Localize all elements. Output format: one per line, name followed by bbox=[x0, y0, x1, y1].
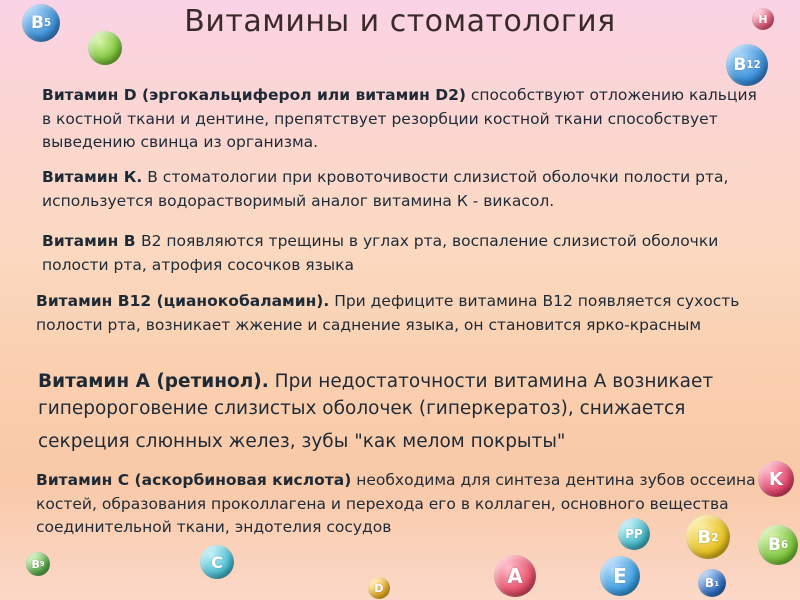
vitamin-k-heading: Витамин К. bbox=[42, 168, 143, 186]
vitamin-b6-ball-icon bbox=[758, 525, 798, 565]
vitamin-c-heading: Витамин С (аскорбиновая кислота) bbox=[36, 471, 352, 489]
vitamin-b12-sub: 12 bbox=[746, 59, 761, 71]
vitamin-e-letter: E bbox=[613, 564, 627, 588]
vitamin-b5-sub: 5 bbox=[43, 17, 52, 29]
vitamin-b2-ball-icon bbox=[686, 515, 730, 559]
vitamin-c-text: необходима для синтеза дентина зубов оссеина костей, образования проколлагена и перехода его в коллаген, основного вещества соединительной ткани, эндотелия сосудов bbox=[36, 471, 756, 536]
vitamin-d-text: способствуют отложению кальция в костной ткани и дентине, препятствует резорбции костной ткани способствует выведению свинца из организма. bbox=[42, 86, 757, 151]
vitamin-b2-letter: B bbox=[697, 526, 712, 548]
vitamin-b12-text: При дефиците витамина В12 появляется сухость полости рта, возникает жжение и саднение языка, он становится ярко-красным bbox=[36, 292, 740, 334]
vitamin-a-text-line2: секреция слюнных желез, зубы "как мелом покрыты" bbox=[38, 431, 566, 452]
vitamin-b12-letter: B bbox=[733, 55, 747, 75]
vitamin-e-ball-icon bbox=[600, 556, 640, 596]
vitamin-b2-sub: 2 bbox=[711, 530, 719, 544]
vitamin-d-ball-icon bbox=[368, 577, 390, 599]
vitamin-c-letter: C bbox=[211, 552, 223, 572]
vitamin-h-letter: H bbox=[758, 12, 768, 26]
vitamin-h-ball-icon bbox=[752, 8, 774, 30]
vitamin-pp-ball-icon bbox=[618, 518, 650, 550]
vitamin-b1-letter: B bbox=[704, 576, 715, 590]
vitamin-a-paragraph bbox=[38, 368, 768, 455]
vitamin-pp-letter: PP bbox=[625, 527, 643, 541]
vitamin-b1-ball-icon bbox=[698, 569, 726, 597]
vitamin-b-heading: Витамин В bbox=[42, 232, 141, 250]
vitamin-k-text: В стоматологии при кровоточивости слизистой оболочки полости рта, используется водорастворимый аналог витамина К - викасол. bbox=[42, 168, 729, 210]
vitamin-d-letter: D bbox=[374, 581, 384, 595]
vitamin-d-paragraph bbox=[42, 84, 762, 155]
vitamin-k-letter: K bbox=[769, 468, 783, 490]
vitamin-a-letter: A bbox=[507, 564, 523, 588]
vitamin-d-heading: Витамин D (эргокальциферол или витамин D2) bbox=[42, 86, 466, 104]
vitamin-b9-sub: 9 bbox=[39, 560, 45, 568]
vitamin-b-text: В2 появляются трещины в углах рта, воспаление слизистой оболочки полости рта, атрофия сосочков языка bbox=[42, 232, 719, 274]
vitamin-b1-sub: 1 bbox=[714, 578, 720, 588]
vitamin-k-ball-icon bbox=[758, 461, 794, 497]
vitamin-b12-heading: Витамин В12 (цианокобаламин). bbox=[36, 292, 330, 310]
vitamin-a-ball-icon bbox=[494, 555, 536, 597]
slide-title: Витамины и стоматология bbox=[184, 4, 616, 39]
vitamin-c-paragraph bbox=[36, 469, 766, 540]
vitamin-b5-letter: B bbox=[30, 13, 44, 33]
vitamin-b5-ball-icon bbox=[22, 4, 60, 42]
green-ball-icon bbox=[88, 31, 122, 65]
vitamin-b-paragraph bbox=[42, 230, 732, 277]
vitamin-c-ball-icon bbox=[200, 545, 234, 579]
vitamin-a-text: При недостаточности витамина А возникает гиперороговение слизистых оболочек (гиперкератоз), снижается bbox=[38, 371, 714, 419]
vitamin-b9-letter: B bbox=[31, 557, 40, 571]
vitamin-a-heading: Витамин А (ретинол). bbox=[38, 371, 269, 392]
vitamin-b6-sub: 6 bbox=[780, 539, 789, 551]
vitamin-b9-ball-icon bbox=[26, 552, 50, 576]
vitamin-b12-paragraph bbox=[36, 290, 776, 337]
vitamin-k-paragraph bbox=[42, 166, 762, 213]
vitamin-b6-letter: B bbox=[767, 535, 781, 555]
vitamin-b12-ball-icon bbox=[726, 44, 768, 86]
